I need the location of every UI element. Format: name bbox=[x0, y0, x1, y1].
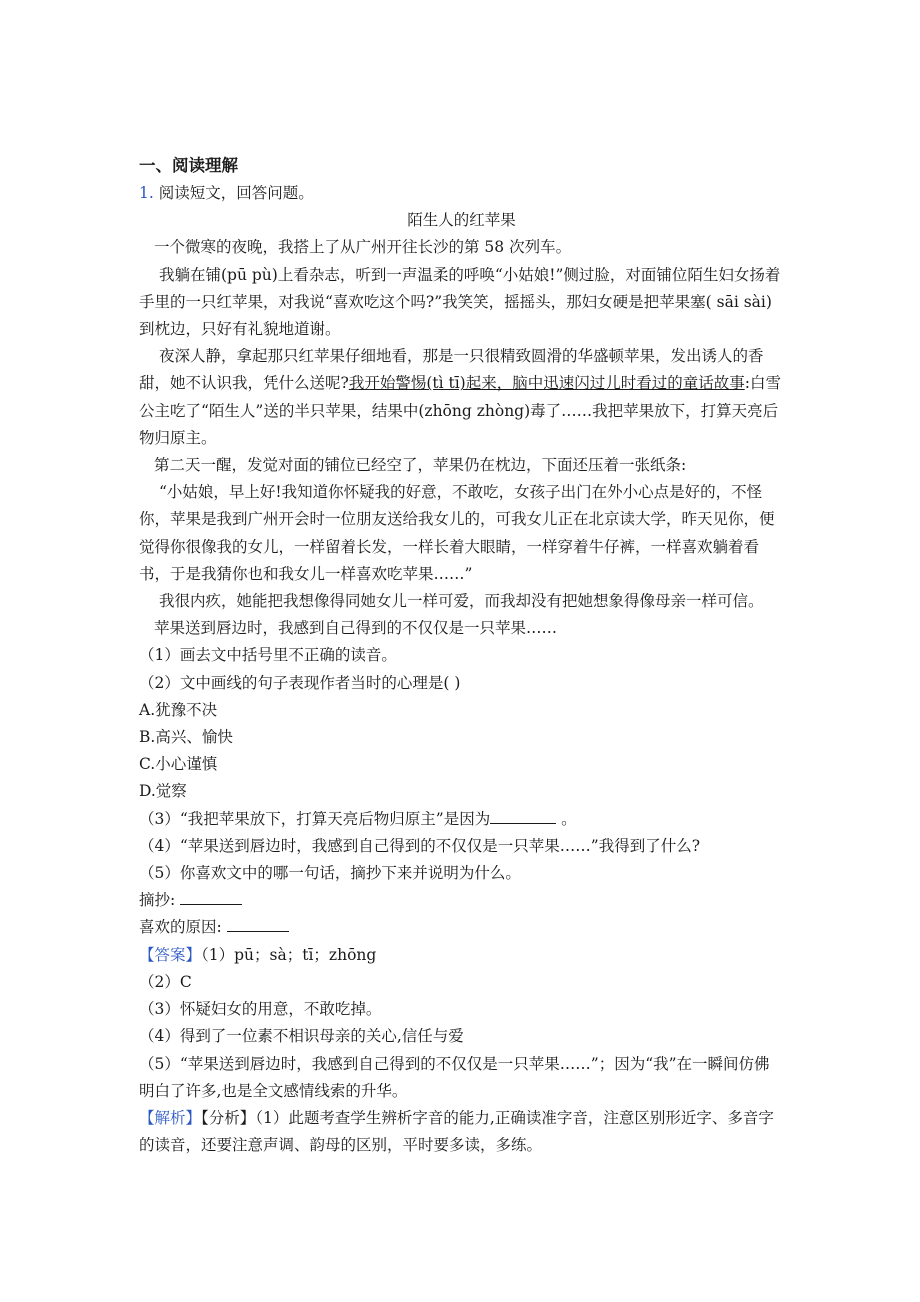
option-b: B.高兴、愉快 bbox=[139, 728, 233, 747]
answer-blank-3[interactable] bbox=[490, 807, 556, 824]
sub-question-1: （1）画去文中括号里不正确的读音。 bbox=[139, 646, 397, 665]
article-paragraph-7: 苹果送到唇边时，我感到自己得到的不仅仅是一只苹果…… bbox=[154, 619, 558, 638]
article-paragraph-3 bbox=[139, 343, 784, 452]
answer-2: （2）C bbox=[139, 972, 192, 991]
underlined-sentence: 我开始警惕(tì tī)起来，脑中迅速闪过儿时看过的童话故事 bbox=[348, 374, 745, 393]
analysis bbox=[139, 1105, 784, 1159]
excerpt-line: 摘抄: bbox=[139, 887, 784, 914]
article-paragraph-6: 我很内疚，她能把我想像得同她女儿一样可爱，而我却没有把她想象得像母亲一样可信。 bbox=[159, 592, 764, 611]
section-title: 一、阅读理解 bbox=[139, 156, 238, 175]
analysis-text: （1）此题考查学生辨析字音的能力,正确读准字音，注意区别形近字、多音字的读音，还要注意声调、韵母的区别，平时要多读，多练。 bbox=[139, 1108, 774, 1155]
article-paragraph-4: 第二天一醒，发觉对面的铺位已经空了，苹果仍在枕边，下面还压着一张纸条: bbox=[154, 456, 687, 475]
option-a: A.犹豫不决 bbox=[139, 700, 218, 719]
sub-question-2: （2）文中画线的句子表现作者当时的心理是( ) bbox=[139, 673, 461, 692]
question-header bbox=[139, 180, 784, 207]
question-number: 1. bbox=[139, 184, 154, 202]
paragraph-3-after: :白雪公主吃了“陌生人”送的半只苹果，结果中(zhōng zhòng)毒了……我把苹果放下，打算天亮后物归原主。 bbox=[139, 374, 781, 447]
reason-line: 喜欢的原因: bbox=[139, 914, 784, 941]
article-paragraph-1: 一个微寒的夜晚，我搭上了从广州开往长沙的第 58 次列车。 bbox=[154, 238, 572, 257]
answer-tag: 【答案】 bbox=[139, 945, 202, 964]
option-c: C.小心谨慎 bbox=[139, 755, 218, 774]
sub-question-4: （4）“苹果送到唇边时，我感到自己得到的不仅仅是一只苹果……”我得到了什么? bbox=[139, 836, 701, 855]
answer-4: （4）得到了一位素不相识母亲的关心,信任与爱 bbox=[139, 1027, 464, 1046]
article-paragraph-2: 我躺在铺(pū pù)上看杂志，听到一声温柔的呼唤“小姑娘!”侧过脸，对面铺位陌生妇女扬着手里的一只红苹果，对我说“喜欢吃这个吗?”我笑笑，摇摇头，那妇女硬是把苹果塞( sāi sài)到枕边，只好有礼貌地道谢。 bbox=[139, 265, 781, 339]
article-title: 陌生人的红苹果 bbox=[407, 211, 516, 230]
question-prompt: 阅读短文，回答问题。 bbox=[158, 184, 314, 202]
analysis-sub-tag: 【分析】 bbox=[201, 1108, 256, 1127]
document-body bbox=[139, 152, 784, 1159]
excerpt-blank[interactable] bbox=[180, 888, 242, 905]
sub-question-3: （3）“我把苹果放下，打算天亮后物归原主”是因为 。 bbox=[139, 806, 784, 833]
paragraph-3-before: 夜深人静，拿起那只红苹果仔细地看，那是一只很精致圆滑的华盛顿苹果，发出诱人的香甜，她不认识我，凭什么送呢? bbox=[139, 347, 764, 393]
analysis-tag: 【解析】 bbox=[139, 1108, 202, 1127]
option-d: D.觉察 bbox=[139, 782, 187, 801]
article-paragraph-5: “小姑娘，早上好!我知道你怀疑我的好意，不敢吃，女孩子出门在外小心点是好的，不怪你，苹果是我到广州开会时一位朋友送给我女儿的，可我女儿正在北京读大学，昨天见你，便觉得你很像我的女儿，一样留着长发，一样长着大眼睛，一样穿着牛仔裤，一样喜欢躺着看书，于是我猜你也和我女儿一样喜欢吃苹果……” bbox=[139, 483, 775, 583]
answer-5: （5）“苹果送到唇边时，我感到自己得到的不仅仅是一只苹果……”；因为“我”在一瞬间仿佛明白了许多,也是全文感情线索的升华。 bbox=[139, 1054, 770, 1100]
reason-blank[interactable] bbox=[227, 915, 289, 932]
sub-question-5: （5）你喜欢文中的哪一句话，摘抄下来并说明为什么。 bbox=[139, 864, 521, 883]
answer-1: 【答案】（1）pū；sà；tī；zhōng bbox=[139, 945, 377, 964]
answer-3: （3）怀疑妇女的用意，不敢吃掉。 bbox=[139, 1000, 382, 1019]
